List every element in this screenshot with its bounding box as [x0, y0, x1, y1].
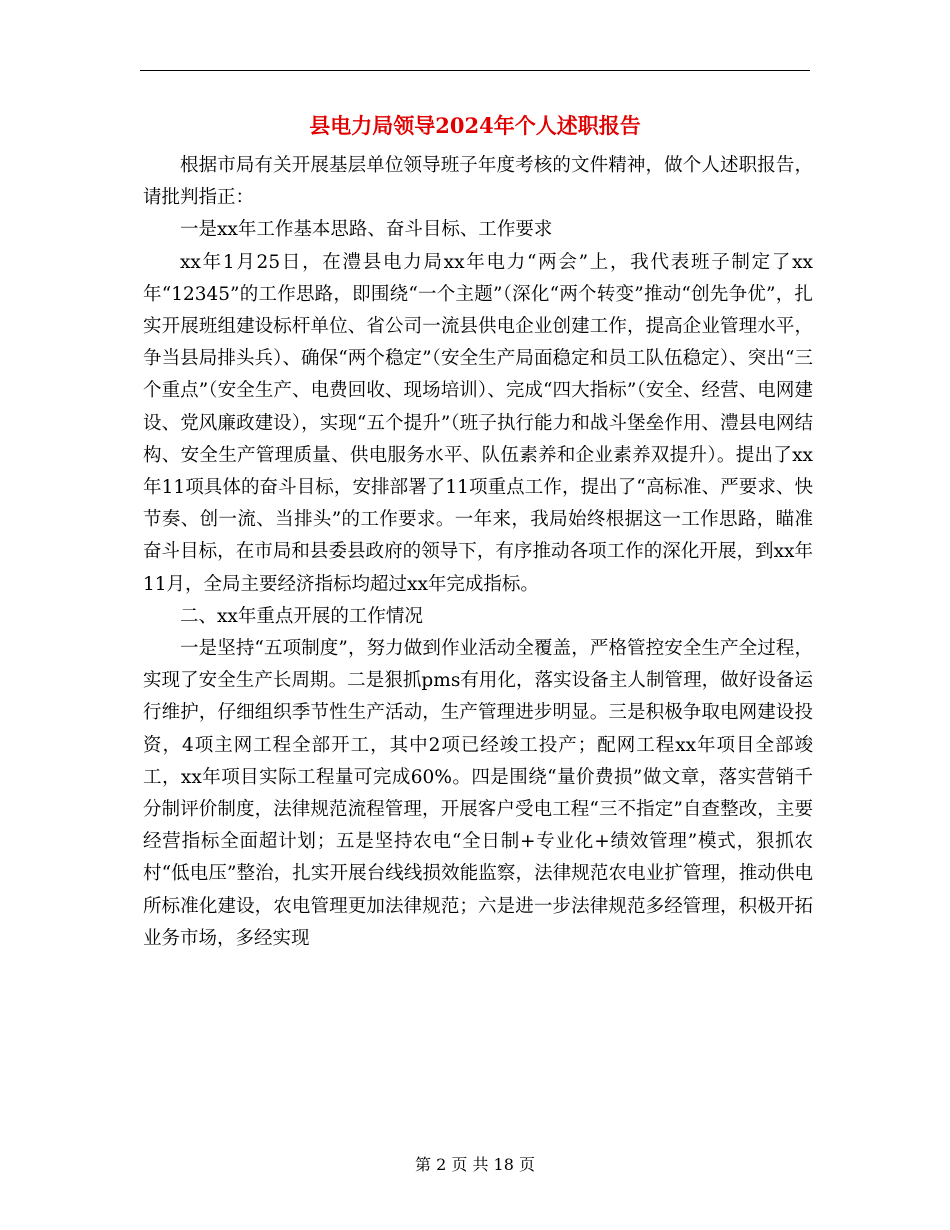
paragraph-work-approach: xx年1月25日，在澧县电力局xx年电力“两会”上，我代表班子制定了xx年“12345”的工作思路，即围绕“一个主题”（深化“两个转变”推动“创先争优”，扎实开展班组建设标杆单位、省公司一流县供电企业创建工作，提高企业管理水平，争当县局排头兵）、确保“两个稳定”（安全生产局面稳定和员工队伍稳定）、突出“三个重点”（安全生产、电费回收、现场培训）、完成“四大指标”（安全、经营、电网建设、党风廉政建设），实现“五个提升”（班子执行能力和战斗堡垒作用、澧县电网结构、安全生产管理质量、供电服务水平、队伍素养和企业素养双提升）。提出了xx年11项具体的奋斗目标，安排部署了11项重点工作，提出了“高标准、严要求、快节奏、创一流、当排头”的工作要求。一年来，我局始终根据这一工作思路，瞄准奋斗目标，在市局和县委县政府的领导下，有序推动各项工作的深化开展，到xx年11月，全局主要经济指标均超过xx年完成指标。	[143, 251, 813, 595]
page-number-footer: 第 2 页 共 18 页	[415, 1155, 535, 1174]
paragraph-key-work: 一是坚持“五项制度”，努力做到作业活动全覆盖，严格管控安全生产全过程，实现了安全生产长周期。二是狠抓pms有用化，落实设备主人制管理，做好设备运行维护，仔细组织季节性生产活动，生产管理进步明显。三是积极争取电网建设投资，4项主网工程全部开工，其中2项已经竣工投产；配网工程xx年项目全部竣工，xx年项目实际工程量可完成60%。四是围绕“量价费损”做文章，落实营销千分制评价制度，法律规范流程管理，开展客户受电工程“三不指定”自查整改，主要经营指标全面超计划；五是坚持农电“全日制+专业化+绩效管理”模式，狠抓农村“低电压”整治，扎实开展台线线损效能监察，法律规范农电业扩管理，推动供电所标准化建设，农电管理更加法律规范；六是进一步法律规范多经管理，积极开拓业务市场，多经实现	[143, 638, 813, 949]
paragraph-intro: 根据市局有关开展基层单位领导班子年度考核的文件精神，做个人述职报告，请批判指正：	[143, 155, 813, 209]
document-title: 县电力局领导2024年个人述职报告	[309, 113, 641, 138]
document-body	[143, 150, 813, 955]
paragraph-section-one-heading: 一是xx年工作基本思路、奋斗目标、工作要求	[180, 219, 553, 241]
header-rule	[140, 70, 810, 71]
paragraph-section-two-heading: 二、xx年重点开展的工作情况	[180, 605, 423, 627]
